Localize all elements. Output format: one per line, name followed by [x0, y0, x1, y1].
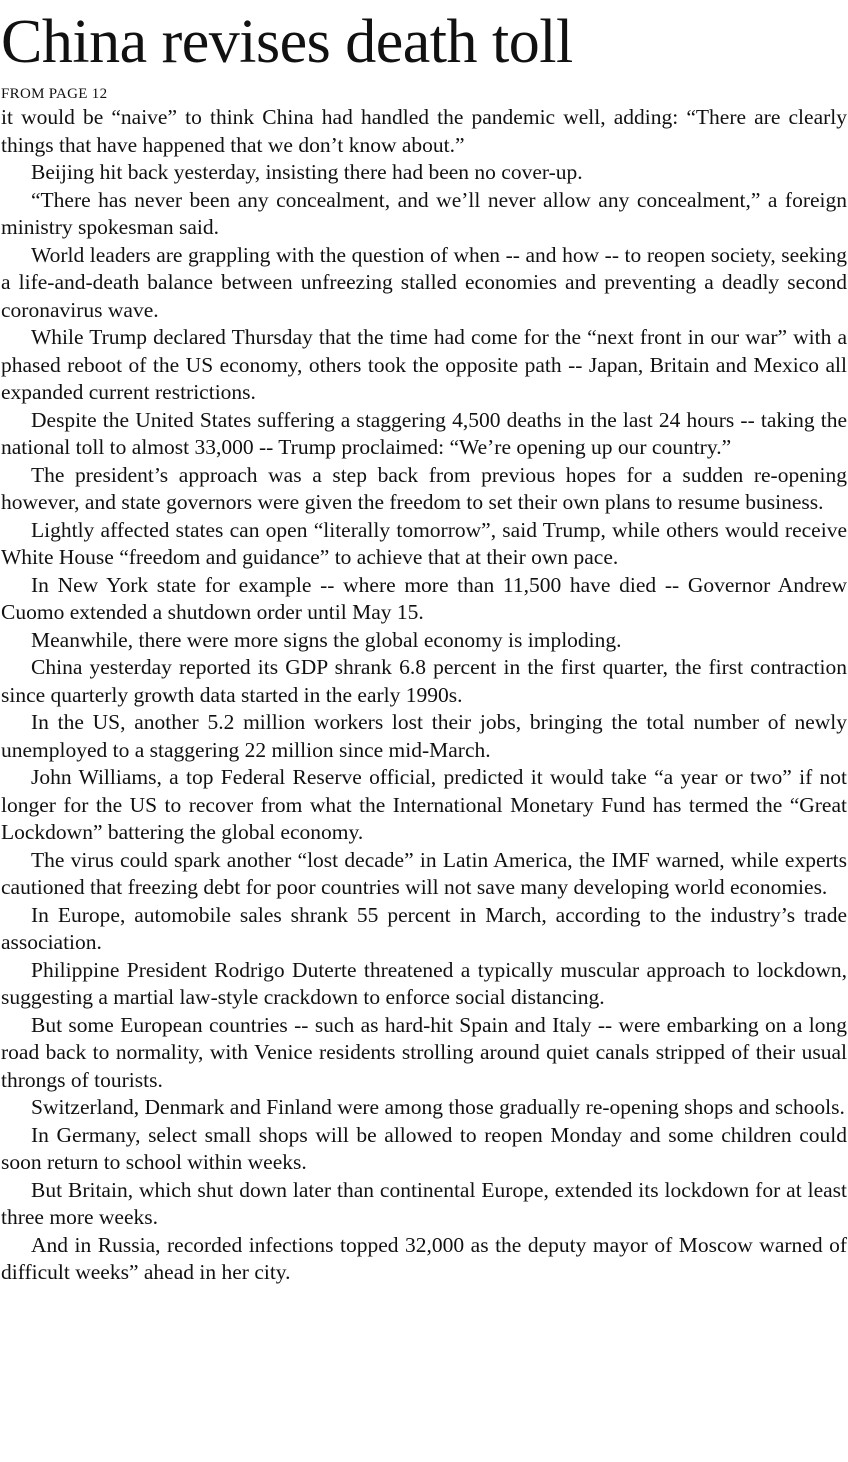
paragraph-10: Meanwhile, there were more signs the global economy is imploding. — [31, 627, 622, 652]
paragraph-16: Philippine President Rodrigo Duterte threatened a typically muscular approach to lockdown, suggesting a martial law-style crackdown to enforce social distancing. — [1, 957, 847, 1009]
paragraph-14: The virus could spark another “lost decade” in Latin America, the IMF warned, while experts cautioned that freezing debt for poor countries will not save many developing world economies. — [1, 847, 847, 899]
paragraph-1: it would be “naive” to think China had handled the pandemic well, adding: “There are clearly things that have happened that we don’t know about.” — [1, 105, 847, 157]
paragraph-11: China yesterday reported its GDP shrank 6.8 percent in the first quarter, the first contraction since quarterly growth data started in the early 1990s. — [1, 655, 847, 707]
paragraph-18: Switzerland, Denmark and Finland were among those gradually re-opening shops and schools. — [31, 1095, 845, 1119]
paragraph-4: World leaders are grappling with the question of when -- and how -- to reopen society, seeking a life-and-death balance between unfreezing stalled economies and preventing a deadly second coronavirus wave. — [1, 242, 847, 322]
paragraph-7: The president’s approach was a step back from previous hopes for a sudden re-opening however, and state governors were given the freedom to set their own plans to resume business. — [1, 462, 847, 514]
article — [1, 0, 847, 1287]
paragraph-12: In the US, another 5.2 million workers lost their jobs, bringing the total number of newly unemployed to a staggering 22 million since mid-March. — [1, 710, 847, 762]
paragraph-3: “There has never been any concealment, and we’ll never allow any concealment,” a foreign ministry spokesman said. — [1, 187, 847, 239]
paragraph-17: But some European countries -- such as hard-hit Spain and Italy -- were embarking on a long road back to normality, with Venice residents strolling around quiet canals stripped of their usual throngs of tourists. — [1, 1012, 847, 1092]
paragraph-2: Beijing hit back yesterday, insisting there had been no cover-up. — [31, 160, 583, 184]
paragraph-8: Lightly affected states can open “literally tomorrow”, said Trump, while others would receive White House “freedom and guidance” to achieve that at their own pace. — [1, 517, 847, 569]
article-body — [1, 104, 847, 1287]
paragraph-21: And in Russia, recorded infections topped 32,000 as the deputy mayor of Moscow warned of difficult weeks” ahead in her city. — [1, 1232, 847, 1284]
paragraph-20: But Britain, which shut down later than continental Europe, extended its lockdown for at least three more weeks. — [1, 1177, 847, 1229]
jump-line: FROM PAGE 12 — [1, 86, 108, 102]
paragraph-5: While Trump declared Thursday that the time had come for the “next front in our war” with a phased reboot of the US economy, others took the opposite path -- Japan, Britain and Mexico all expanded current restrictions. — [1, 325, 847, 404]
paragraph-19: In Germany, select small shops will be allowed to reopen Monday and some children could soon return to school within weeks. — [1, 1122, 847, 1174]
paragraph-6: Despite the United States suffering a staggering 4,500 deaths in the last 24 hours -- taking the national toll to almost 33,000 -- Trump proclaimed: “We’re opening up our country.” — [1, 407, 847, 459]
paragraph-9: In New York state for example -- where more than 11,500 have died -- Governor Andrew Cuomo extended a shutdown order until May 15. — [1, 572, 847, 624]
paragraph-13: John Williams, a top Federal Reserve official, predicted it would take “a year or two” if not longer for the US to recover from what the International Monetary Fund has termed the “Great Lockdown” battering the global economy. — [1, 765, 847, 844]
headline: China revises death toll — [1, 8, 573, 76]
paragraph-15: In Europe, automobile sales shrank 55 percent in March, according to the industry’s trade association. — [1, 902, 847, 954]
